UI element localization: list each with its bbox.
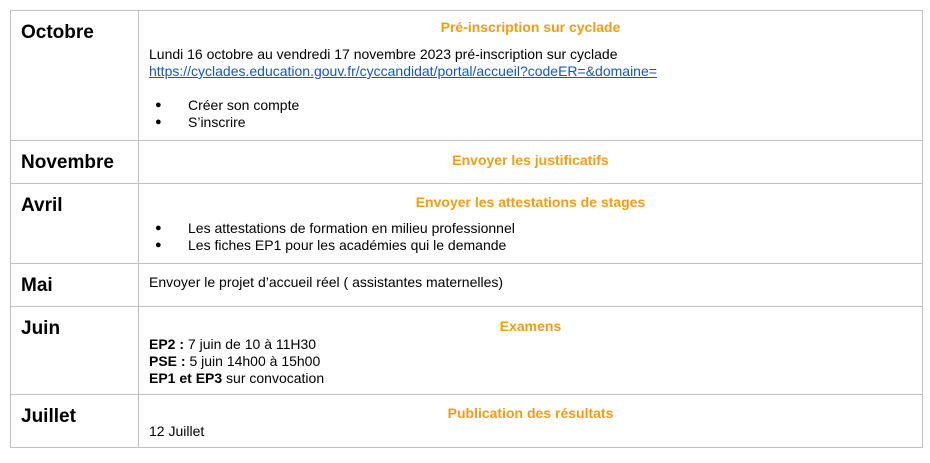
list-item-text: Créer son compte [188, 97, 300, 113]
list-item [149, 97, 912, 114]
list-item [149, 114, 912, 131]
cyclades-link[interactable]: https://cyclades.education.gouv.fr/cyccandidat/portal/accueil?codeER=&domaine= [149, 63, 657, 79]
bullet-icon: ● [155, 222, 162, 234]
month-cell [11, 395, 139, 448]
section-heading: Envoyer les attestations de stages [415, 194, 646, 210]
section-heading: Envoyer les justificatifs [452, 152, 609, 168]
exam-label: EP1 et EP3 [149, 370, 223, 386]
exam-label: PSE : [149, 353, 186, 369]
section-heading: Publication des résultats [447, 405, 614, 421]
list-item-text: Les attestations de formation en milieu professionnel [188, 220, 515, 236]
month-cell [11, 264, 139, 307]
content-cell [139, 141, 923, 184]
row-juillet [11, 395, 923, 448]
bullet-list [149, 220, 912, 254]
row-juin [11, 307, 923, 395]
list-item-text: S’inscrire [188, 114, 246, 130]
exam-line [149, 353, 912, 370]
result-date: 12 Juillet [149, 423, 205, 439]
month-label: Novembre [21, 152, 114, 173]
row-text: Envoyer le projet d’accueil réel ( assistantes maternelles) [149, 274, 504, 290]
month-label: Mai [21, 275, 53, 296]
content-cell [139, 184, 923, 264]
exam-label: EP2 : [149, 336, 185, 352]
bullet-icon: ● [155, 99, 162, 111]
list-item [149, 237, 912, 254]
row-novembre [11, 141, 923, 184]
list-item-text: Les fiches EP1 pour les académies qui le demande [188, 237, 507, 253]
content-cell [139, 395, 923, 448]
month-cell [11, 141, 139, 184]
row-mai [11, 264, 923, 307]
exam-line [149, 370, 912, 387]
month-cell [11, 11, 139, 141]
month-label: Octobre [21, 22, 94, 43]
exam-line [149, 336, 912, 353]
month-label: Juin [21, 318, 61, 339]
exam-text: sur convocation [222, 370, 325, 386]
month-label: Avril [21, 195, 63, 216]
content-cell [139, 307, 923, 395]
content-cell [139, 11, 923, 141]
schedule-table [10, 10, 923, 448]
registration-dates: Lundi 16 octobre au vendredi 17 novembre 2023 pré-inscription sur cyclade [149, 46, 618, 62]
exam-text: 7 juin de 10 à 11H30 [184, 336, 317, 352]
bullet-list [149, 97, 912, 131]
bullet-icon: ● [155, 116, 162, 128]
exam-text: 5 juin 14h00 à 15h00 [185, 353, 321, 369]
list-item [149, 220, 912, 237]
content-cell [139, 264, 923, 307]
row-octobre [11, 11, 923, 141]
month-cell [11, 184, 139, 264]
section-heading: Pré-inscription sur cyclade [440, 19, 621, 35]
section-heading: Examens [499, 318, 562, 334]
bullet-icon: ● [155, 239, 162, 251]
row-avril [11, 184, 923, 264]
month-cell [11, 307, 139, 395]
month-label: Juillet [21, 406, 76, 427]
